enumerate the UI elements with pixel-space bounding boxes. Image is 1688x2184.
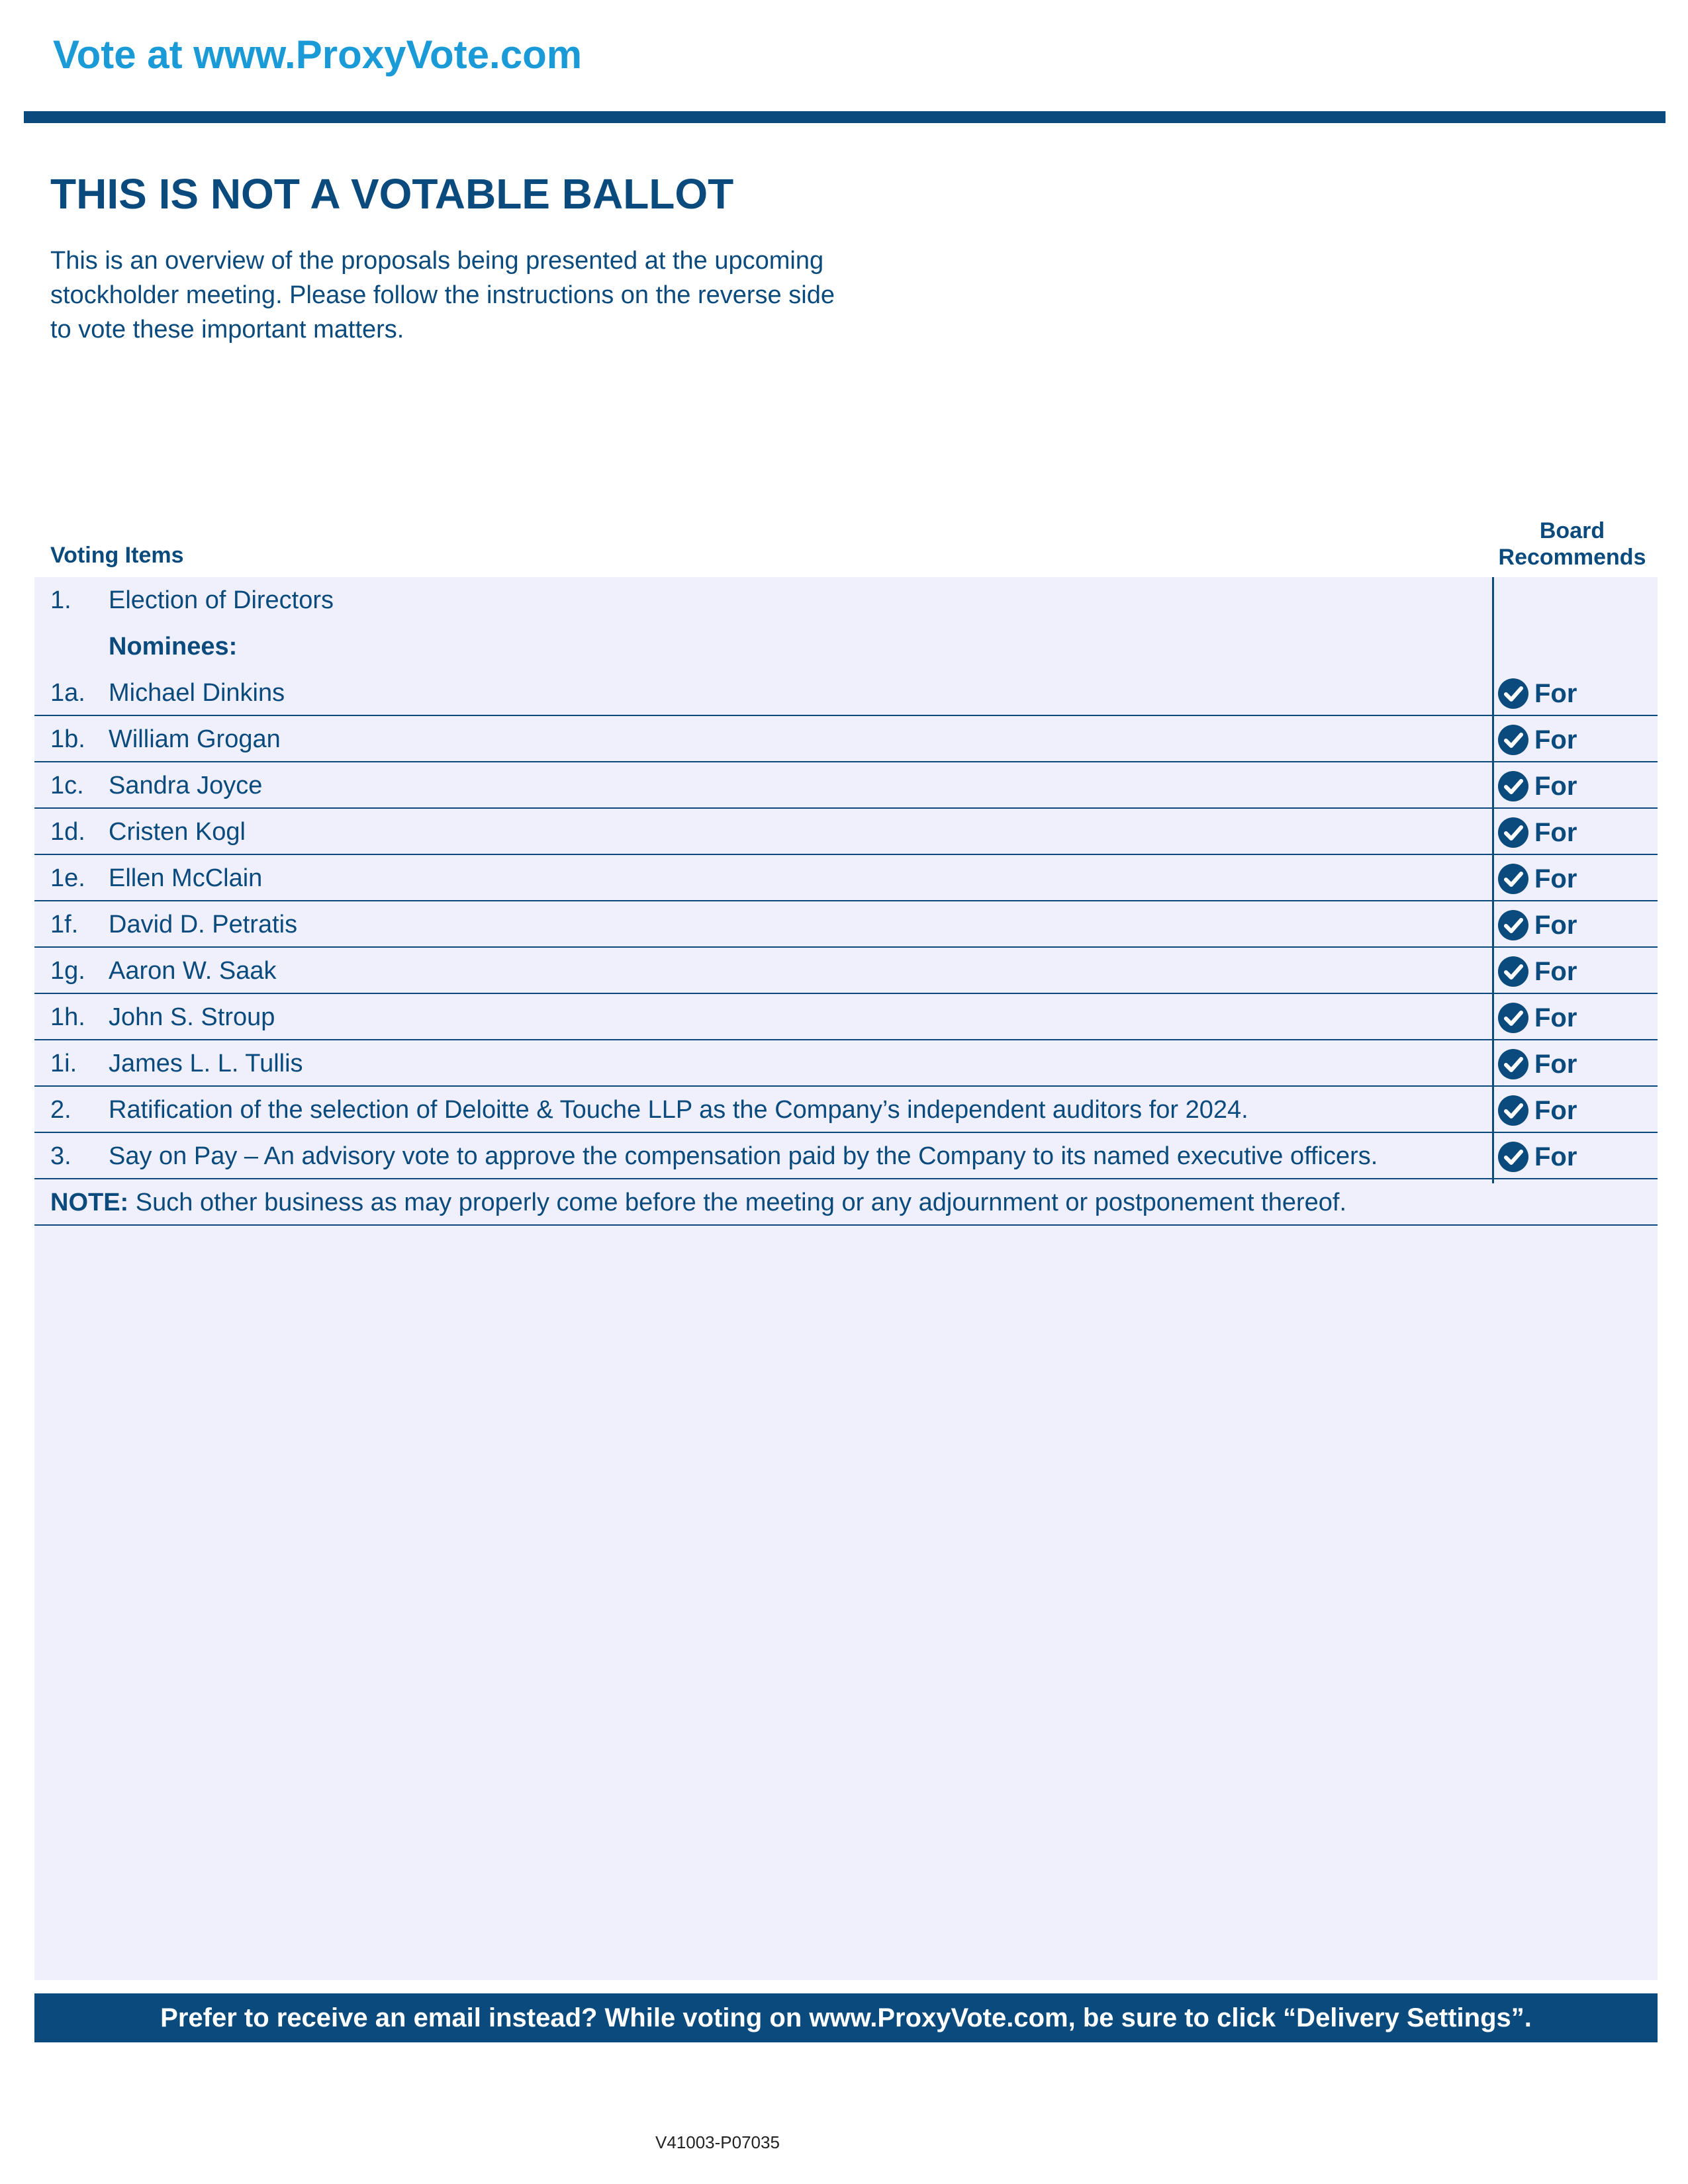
- table-row: [34, 716, 1658, 762]
- check-circle-icon: [1497, 817, 1529, 848]
- check-circle-icon: [1497, 956, 1529, 987]
- item-row-election: [34, 577, 1658, 623]
- item-label: Sandra Joyce: [109, 772, 263, 799]
- board-recommendation: [1497, 1048, 1577, 1080]
- item-label: John S. Stroup: [109, 1003, 275, 1031]
- item-label: Election of Directors: [109, 586, 334, 614]
- check-circle-icon: [1497, 724, 1529, 756]
- recommendation-label: For: [1534, 910, 1577, 940]
- table-row: [34, 670, 1658, 716]
- table-row: [34, 994, 1658, 1040]
- recommendation-label: For: [1534, 678, 1577, 708]
- board-recommendation: [1497, 724, 1577, 756]
- recommendation-label: For: [1534, 1095, 1577, 1125]
- board-recommendation: [1497, 678, 1577, 709]
- check-circle-icon: [1497, 770, 1529, 802]
- item-number: 2.: [50, 1096, 71, 1124]
- page-title: THIS IS NOT A VOTABLE BALLOT: [50, 170, 734, 218]
- recommendation-label: For: [1534, 1003, 1577, 1032]
- table-row: [34, 901, 1658, 948]
- item-label: Ellen McClain: [109, 864, 263, 892]
- recommendation-label: For: [1534, 771, 1577, 801]
- nominees-label: Nominees:: [109, 633, 238, 660]
- board-recommendation: [1497, 817, 1577, 848]
- board-recommendation: [1497, 863, 1577, 895]
- recommendation-label: For: [1534, 817, 1577, 847]
- email-delivery-banner: Prefer to receive an email instead? While voting on www.ProxyVote.com, be sure to click “Delivery Settings”.: [34, 1993, 1658, 2042]
- check-circle-icon: [1497, 678, 1529, 709]
- board-recommendation: [1497, 956, 1577, 987]
- check-circle-icon: [1497, 1095, 1529, 1126]
- check-circle-icon: [1497, 863, 1529, 895]
- note-text: [50, 1189, 1346, 1217]
- table-row: [34, 948, 1658, 994]
- recommendation-label: For: [1534, 956, 1577, 986]
- recommendation-label: For: [1534, 725, 1577, 754]
- board-recommendation: [1497, 1141, 1577, 1173]
- item-label: Ratification of the selection of Deloitte & Touche LLP as the Company’s independent auditors for 2024.: [109, 1096, 1248, 1124]
- table-row: [34, 855, 1658, 901]
- item-label: Aaron W. Saak: [109, 957, 277, 985]
- table-row: [34, 1133, 1658, 1179]
- note-row: [34, 1179, 1658, 1226]
- item-number: 1a.: [50, 679, 85, 707]
- item-number: 1b.: [50, 725, 85, 753]
- item-number: 1.: [50, 586, 71, 614]
- item-number: 1e.: [50, 864, 85, 892]
- table-row: [34, 1040, 1658, 1087]
- voting-items-table: [34, 577, 1658, 1226]
- item-number: 1h.: [50, 1003, 85, 1031]
- board-recommendation: [1497, 770, 1577, 802]
- intro-text: This is an overview of the proposals being presented at the upcoming stockholder meeting. Please follow the instructions on the reverse side to vote these important matters.: [50, 247, 835, 343]
- note-body: Such other business as may properly come before the meeting or any adjournment or postponement thereof.: [128, 1189, 1347, 1216]
- check-circle-icon: [1497, 909, 1529, 941]
- vote-link[interactable]: Vote at www.ProxyVote.com: [53, 32, 583, 77]
- voting-items-header: Voting Items: [50, 543, 184, 568]
- item-number: 1d.: [50, 818, 85, 846]
- board-recommends-header: [1489, 518, 1655, 570]
- item-label: James L. L. Tullis: [109, 1050, 303, 1077]
- board-header-line2: Recommends: [1498, 545, 1646, 570]
- recommendation-label: For: [1534, 1142, 1577, 1171]
- board-recommendation: [1497, 909, 1577, 941]
- item-label: William Grogan: [109, 725, 281, 753]
- item-number: 1f.: [50, 911, 79, 938]
- item-label: Michael Dinkins: [109, 679, 285, 707]
- item-number: 1g.: [50, 957, 85, 985]
- item-label: Cristen Kogl: [109, 818, 246, 846]
- table-row: [34, 762, 1658, 809]
- recommendation-label: For: [1534, 1049, 1577, 1079]
- note-label: NOTE:: [50, 1189, 129, 1216]
- item-number: 1i.: [50, 1050, 77, 1077]
- top-divider: [24, 111, 1665, 123]
- item-label: Say on Pay – An advisory vote to approve the compensation paid by the Company to its named executive officers.: [109, 1142, 1378, 1170]
- table-row: [34, 1087, 1658, 1133]
- board-recommendation: [1497, 1002, 1577, 1034]
- check-circle-icon: [1497, 1048, 1529, 1080]
- recommendation-label: For: [1534, 864, 1577, 893]
- document-code: V41003-P07035: [655, 2132, 780, 2152]
- board-header-line1: Board: [1539, 518, 1605, 543]
- board-recommendation: [1497, 1095, 1577, 1126]
- table-row: [34, 809, 1658, 855]
- check-circle-icon: [1497, 1002, 1529, 1034]
- item-number: 3.: [50, 1142, 71, 1170]
- item-label: David D. Petratis: [109, 911, 298, 938]
- item-number: 1c.: [50, 772, 84, 799]
- check-circle-icon: [1497, 1141, 1529, 1173]
- nominees-row: [34, 623, 1658, 670]
